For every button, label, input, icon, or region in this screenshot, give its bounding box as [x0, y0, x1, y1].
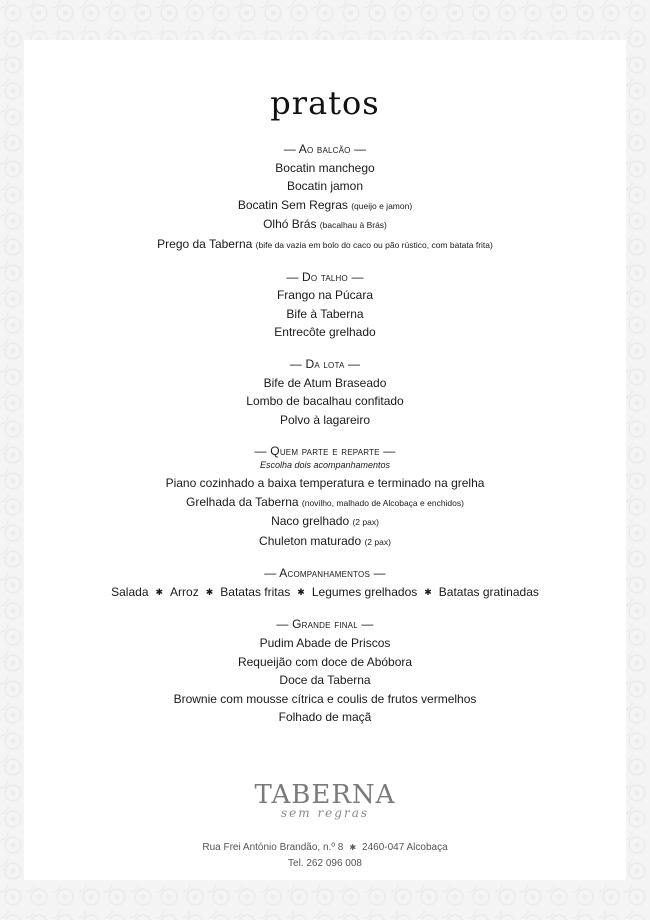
menu-item	[0, 323, 650, 342]
side-dishes-list	[0, 583, 650, 603]
side-dish: Salada	[111, 584, 149, 599]
menu-item-note: (2 pax)	[352, 517, 379, 528]
menu-section	[0, 268, 650, 342]
menu-item	[0, 708, 650, 727]
menu-item	[0, 159, 650, 178]
menu-item	[0, 305, 650, 324]
menu-item	[0, 493, 650, 513]
menu-item-note: (queijo e jamon)	[351, 200, 413, 211]
menu-item	[0, 653, 650, 672]
section-title: — Quem parte e reparte —	[254, 444, 396, 459]
address-separator-icon: ✱	[349, 843, 357, 852]
menu-item-name: Brownie com mousse cítrica e coulis de frutos vermelhos	[173, 691, 477, 706]
menu-item-name: Entrecôte grelhado	[274, 325, 376, 340]
menu-item	[0, 235, 650, 255]
menu-item	[0, 215, 650, 235]
menu-item	[0, 177, 650, 196]
asterisk-separator-icon: ✱	[205, 586, 214, 597]
side-dish: Batatas gratinadas	[438, 584, 539, 599]
section-title: — Da lota —	[289, 356, 361, 371]
menu-item-note: (novilho, malhado de Alcobaça e enchidos)	[301, 497, 464, 508]
menu-item-note: (2 pax)	[364, 536, 391, 547]
menu-item-name: Requeijão com doce de Abóbora	[237, 654, 413, 669]
menu-item-name: Olhó Brás	[263, 217, 317, 232]
side-dish: Batatas fritas	[220, 584, 291, 599]
menu-section	[0, 140, 650, 255]
menu-item-name: Naco grelhado	[271, 514, 350, 529]
address-phone: Tel. 262 096 008	[288, 858, 362, 869]
menu-item-name: Piano cozinhado a baixa temperatura e terminado na grelha	[165, 475, 485, 490]
menu-item	[0, 411, 650, 430]
menu-item-name: Frango na Púcara	[276, 288, 374, 303]
menu-item-name: Bocatin manchego	[275, 160, 375, 175]
menu-item	[0, 532, 650, 552]
side-dish: Legumes grelhados	[311, 584, 418, 599]
menu-item-name: Bife de Atum Braseado	[263, 375, 387, 390]
menu-item-name: Bocatin jamon	[286, 179, 364, 194]
menu-content	[0, 140, 650, 740]
asterisk-separator-icon: ✱	[424, 586, 432, 597]
address-postal: 2460-047 Alcobaça	[362, 842, 448, 853]
menu-item	[0, 196, 650, 216]
menu-item-name: Grelhada da Taberna	[186, 494, 299, 509]
menu-item	[0, 392, 650, 411]
asterisk-separator-icon: ✱	[155, 586, 164, 597]
menu-item-name: Prego da Taberna	[157, 236, 253, 251]
section-title: — Acompanhamentos —	[264, 566, 386, 581]
menu-item	[0, 671, 650, 690]
menu-item-note: (bife da vazia em bolo do caco ou pão rústico, com batata frita)	[255, 239, 493, 250]
menu-item-name: Polvo à lagareiro	[279, 412, 371, 427]
menu-item-name: Pudim Abade de Priscos	[259, 636, 391, 651]
section-subtitle: Escolha dois acompanhamentos	[259, 459, 391, 470]
page-title: pratos	[270, 84, 380, 122]
section-title: — Do talho —	[286, 269, 364, 284]
menu-item-name: Lombo de bacalhau confitado	[246, 394, 404, 409]
menu-item	[0, 474, 650, 493]
section-title: — Grande final —	[276, 617, 374, 632]
side-dish: Arroz	[170, 584, 199, 599]
brand-name: TABERNA	[254, 780, 396, 810]
menu-section	[0, 564, 650, 602]
address-street: Rua Frei António Brandão, n.º 8	[202, 842, 344, 853]
section-title: — Ao balcão —	[283, 142, 367, 156]
menu-section	[0, 355, 650, 429]
menu-item	[0, 286, 650, 305]
brand-logo	[0, 782, 650, 820]
address-line	[0, 840, 650, 856]
menu-section	[0, 442, 650, 551]
menu-item	[0, 512, 650, 532]
menu-section	[0, 615, 650, 727]
menu-item-name: Doce da Taberna	[279, 673, 371, 688]
menu-item	[0, 374, 650, 393]
menu-item	[0, 690, 650, 709]
menu-item-name: Bocatin Sem Regras	[237, 197, 348, 212]
menu-item	[0, 634, 650, 653]
restaurant-address	[0, 840, 650, 872]
asterisk-separator-icon: ✱	[297, 586, 305, 597]
menu-item-name: Folhado de maçã	[278, 710, 372, 725]
menu-item-name: Chuleton maturado	[259, 533, 362, 548]
menu-item-name: Bife à Taberna	[286, 306, 364, 321]
menu-item-note: (bacalhau à Brás)	[319, 220, 387, 231]
brand-tagline: sem regras	[280, 806, 370, 820]
